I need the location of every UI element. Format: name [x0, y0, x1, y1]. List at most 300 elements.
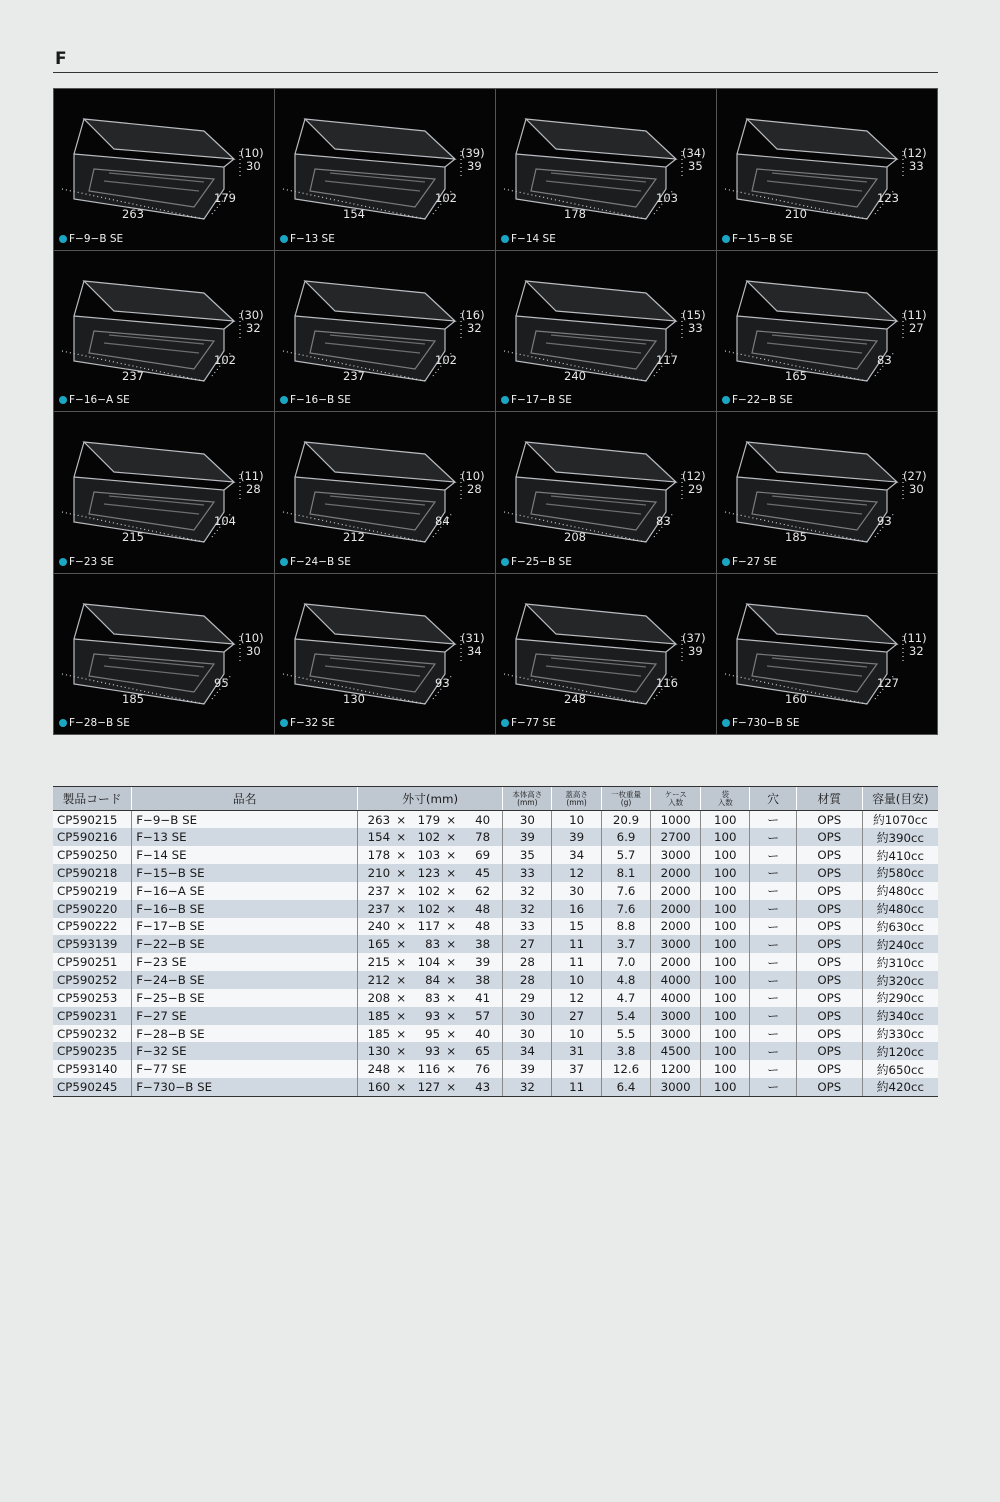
cell-hole: ー — [750, 811, 796, 829]
tray-photo — [54, 89, 274, 250]
product-label-text: F−13 SE — [290, 232, 335, 245]
dimension-lid-height: (11) — [240, 469, 264, 483]
cell-dims: 212 × 84 × 38 — [358, 971, 503, 989]
product-label-text: F−17−B SE — [511, 394, 572, 406]
dimension-width: 179 — [214, 191, 236, 205]
product-label — [59, 717, 130, 729]
bullet-dot-icon — [722, 558, 730, 566]
cell-dims: 263 × 179 × 40 — [358, 811, 503, 829]
header-weight: 一枚重量 (g) — [601, 787, 651, 811]
cell-bag-qty: 100 — [700, 828, 749, 846]
cell-name: F−24−B SE — [132, 971, 358, 989]
dimension-length: 178 — [564, 207, 586, 221]
cell-code: CP590250 — [53, 846, 132, 864]
cell-capacity: 約1070cc — [862, 811, 938, 829]
cell-case-qty: 1200 — [651, 1060, 701, 1078]
cell-case-qty: 3000 — [651, 1078, 701, 1096]
dimension-height: 27 — [909, 320, 924, 335]
cell-capacity: 約410cc — [862, 846, 938, 864]
cell-body-height: 30 — [503, 811, 552, 829]
product-label-text: F−730−B SE — [732, 717, 800, 729]
dimension-length: 237 — [343, 368, 365, 383]
cell-weight: 6.4 — [601, 1078, 651, 1096]
product-photo-cell — [717, 412, 937, 573]
cell-bag-qty: 100 — [700, 918, 749, 936]
cell-material: OPS — [796, 846, 862, 864]
product-label-text: F−32 SE — [290, 717, 335, 729]
cell-code: CP590222 — [53, 918, 132, 936]
product-photo-cell — [54, 89, 274, 250]
tray-photo — [717, 574, 937, 735]
section-letter: F — [55, 49, 67, 69]
dimension-lid-height: (11) — [903, 307, 927, 322]
cell-code: CP590252 — [53, 971, 132, 989]
dimension-height: 28 — [246, 482, 261, 496]
table-row — [53, 1078, 938, 1096]
product-label-text: F−14 SE — [511, 232, 556, 245]
cell-weight: 4.7 — [601, 989, 651, 1007]
cell-code: CP590245 — [53, 1078, 132, 1096]
cell-bag-qty: 100 — [700, 900, 749, 918]
cell-capacity: 約480cc — [862, 882, 938, 900]
cell-body-height: 35 — [503, 846, 552, 864]
cell-hole: ー — [750, 1042, 796, 1060]
cell-capacity: 約330cc — [862, 1025, 938, 1043]
tray-photo — [496, 251, 716, 412]
cell-capacity: 約120cc — [862, 1042, 938, 1060]
section-header — [53, 48, 938, 73]
bullet-dot-icon — [280, 235, 288, 243]
cell-material: OPS — [796, 1060, 862, 1078]
product-label — [59, 556, 114, 568]
dimension-length: 240 — [564, 368, 586, 383]
product-label-text: F−77 SE — [511, 717, 556, 729]
dimension-length: 210 — [785, 207, 807, 221]
cell-bag-qty: 100 — [700, 1060, 749, 1078]
dimension-lid-height: (12) — [682, 469, 706, 483]
dimension-length: 263 — [122, 207, 144, 221]
cell-dims: 178 × 103 × 69 — [358, 846, 503, 864]
product-label-text: F−25−B SE — [511, 555, 572, 568]
cell-body-height: 34 — [503, 1042, 552, 1060]
dimension-length: 237 — [122, 368, 144, 383]
bullet-dot-icon — [722, 235, 730, 243]
bullet-dot-icon — [722, 719, 730, 727]
cell-weight: 5.4 — [601, 1007, 651, 1025]
dimension-width: 123 — [877, 191, 899, 205]
cell-case-qty: 3000 — [651, 1025, 701, 1043]
cell-weight: 8.8 — [601, 918, 651, 936]
dimension-lid-height: (10) — [240, 630, 264, 645]
cell-material: OPS — [796, 1025, 862, 1043]
bullet-dot-icon — [59, 235, 67, 243]
table-row — [53, 1060, 938, 1078]
product-photo-cell — [275, 89, 495, 250]
cell-bag-qty: 100 — [700, 989, 749, 1007]
cell-dims: 130 × 93 × 65 — [358, 1042, 503, 1060]
cell-weight: 7.6 — [601, 900, 651, 918]
cell-body-height: 33 — [503, 918, 552, 936]
cell-weight: 5.5 — [601, 1025, 651, 1043]
dimension-height: 30 — [246, 159, 261, 173]
dimension-height: 32 — [246, 320, 261, 335]
cell-dims: 215 × 104 × 39 — [358, 953, 503, 971]
dimension-lid-height: (37) — [682, 630, 706, 645]
cell-code: CP590232 — [53, 1025, 132, 1043]
dimension-length: 154 — [343, 207, 365, 221]
cell-material: OPS — [796, 882, 862, 900]
cell-name: F−16−B SE — [132, 900, 358, 918]
dimension-length: 208 — [564, 530, 586, 544]
dimension-lid-height: (31) — [461, 630, 485, 645]
cell-name: F−16−A SE — [132, 882, 358, 900]
cell-material: OPS — [796, 1042, 862, 1060]
cell-hole: ー — [750, 1025, 796, 1043]
cell-hole: ー — [750, 971, 796, 989]
dimension-length: 160 — [785, 691, 807, 706]
cell-dims: 154 × 102 × 78 — [358, 828, 503, 846]
cell-code: CP590216 — [53, 828, 132, 846]
cell-lid-height: 34 — [552, 846, 601, 864]
cell-case-qty: 3000 — [651, 1007, 701, 1025]
dimension-lid-height: (10) — [240, 146, 264, 160]
cell-dims: 185 × 95 × 40 — [358, 1025, 503, 1043]
product-label — [280, 556, 351, 568]
tray-photo — [275, 89, 495, 250]
tray-photo — [54, 251, 274, 412]
product-label — [59, 394, 130, 406]
product-photo-cell — [717, 574, 937, 735]
cell-weight: 7.0 — [601, 953, 651, 971]
table-row — [53, 846, 938, 864]
header-code: 製品コード — [53, 787, 132, 811]
cell-bag-qty: 100 — [700, 864, 749, 882]
cell-bag-qty: 100 — [700, 811, 749, 829]
header-bag-qty: 袋 入数 — [700, 787, 749, 811]
table-row — [53, 864, 938, 882]
cell-hole: ー — [750, 1060, 796, 1078]
cell-name: F−13 SE — [132, 828, 358, 846]
cell-bag-qty: 100 — [700, 1042, 749, 1060]
cell-case-qty: 2000 — [651, 882, 701, 900]
cell-body-height: 28 — [503, 971, 552, 989]
dimension-lid-height: (11) — [903, 630, 927, 645]
product-label-text: F−16−B SE — [290, 394, 351, 406]
cell-weight: 12.6 — [601, 1060, 651, 1078]
cell-lid-height: 10 — [552, 971, 601, 989]
cell-body-height: 32 — [503, 1078, 552, 1096]
cell-bag-qty: 100 — [700, 1025, 749, 1043]
cell-capacity: 約390cc — [862, 828, 938, 846]
cell-material: OPS — [796, 811, 862, 829]
dimension-length: 185 — [122, 691, 144, 706]
cell-name: F−77 SE — [132, 1060, 358, 1078]
dimension-lid-height: (39) — [461, 146, 485, 160]
product-photo-cell — [496, 412, 716, 573]
cell-body-height: 33 — [503, 864, 552, 882]
cell-code: CP590231 — [53, 1007, 132, 1025]
cell-case-qty: 1000 — [651, 811, 701, 829]
bullet-dot-icon — [59, 396, 67, 404]
tray-photo — [717, 412, 937, 573]
bullet-dot-icon — [280, 558, 288, 566]
cell-hole: ー — [750, 846, 796, 864]
bullet-dot-icon — [501, 396, 509, 404]
cell-hole: ー — [750, 989, 796, 1007]
cell-name: F−32 SE — [132, 1042, 358, 1060]
cell-name: F−28−B SE — [132, 1025, 358, 1043]
header-case-qty: ケース 入数 — [651, 787, 701, 811]
cell-hole: ー — [750, 1078, 796, 1096]
dimension-height: 29 — [688, 482, 703, 496]
product-label — [501, 233, 556, 245]
dimension-height: 39 — [688, 643, 703, 658]
tray-photo — [54, 412, 274, 573]
header-lid-height: 蓋高さ (mm) — [552, 787, 601, 811]
cell-body-height: 28 — [503, 953, 552, 971]
dimension-height: 39 — [467, 159, 482, 173]
cell-material: OPS — [796, 1007, 862, 1025]
tray-photo — [54, 574, 274, 735]
product-label-text: F−24−B SE — [290, 555, 351, 568]
table-row — [53, 1042, 938, 1060]
header-body-height: 本体高さ (mm) — [503, 787, 552, 811]
cell-case-qty: 2000 — [651, 900, 701, 918]
cell-material: OPS — [796, 828, 862, 846]
cell-name: F−27 SE — [132, 1007, 358, 1025]
cell-body-height: 30 — [503, 1025, 552, 1043]
table-row — [53, 971, 938, 989]
bullet-dot-icon — [501, 558, 509, 566]
cell-weight: 20.9 — [601, 811, 651, 829]
cell-name: F−9−B SE — [132, 811, 358, 829]
dimension-height: 35 — [688, 159, 703, 173]
header-hole: 穴 — [750, 787, 796, 811]
product-label — [501, 556, 572, 568]
dimension-height: 28 — [467, 482, 482, 496]
cell-capacity: 約420cc — [862, 1078, 938, 1096]
tray-photo — [275, 574, 495, 735]
cell-hole: ー — [750, 864, 796, 882]
cell-name: F−14 SE — [132, 846, 358, 864]
product-label-text: F−23 SE — [69, 555, 114, 568]
cell-dims: 185 × 93 × 57 — [358, 1007, 503, 1025]
cell-case-qty: 4500 — [651, 1042, 701, 1060]
table-row — [53, 811, 938, 829]
product-photo-cell — [275, 574, 495, 735]
table-row — [53, 828, 938, 846]
tray-photo — [496, 412, 716, 573]
cell-body-height: 39 — [503, 1060, 552, 1078]
table-row — [53, 989, 938, 1007]
cell-dims: 248 × 116 × 76 — [358, 1060, 503, 1078]
cell-dims: 165 × 83 × 38 — [358, 935, 503, 953]
cell-case-qty: 3000 — [651, 846, 701, 864]
cell-weight: 6.9 — [601, 828, 651, 846]
cell-hole: ー — [750, 918, 796, 936]
cell-capacity: 約240cc — [862, 935, 938, 953]
dimension-width: 102 — [214, 352, 236, 367]
cell-dims: 160 × 127 × 43 — [358, 1078, 503, 1096]
bullet-dot-icon — [59, 719, 67, 727]
dimension-height: 34 — [467, 643, 482, 658]
cell-lid-height: 16 — [552, 900, 601, 918]
table-row — [53, 882, 938, 900]
cell-weight: 7.6 — [601, 882, 651, 900]
dimension-length: 215 — [122, 530, 144, 544]
cell-lid-height: 12 — [552, 864, 601, 882]
cell-case-qty: 2000 — [651, 864, 701, 882]
dimension-height: 30 — [909, 482, 924, 496]
cell-lid-height: 10 — [552, 811, 601, 829]
dimension-height: 33 — [688, 320, 703, 335]
cell-body-height: 27 — [503, 935, 552, 953]
product-label — [59, 233, 123, 245]
header-capacity: 容量(目安) — [862, 787, 938, 811]
cell-lid-height: 11 — [552, 953, 601, 971]
bullet-dot-icon — [280, 396, 288, 404]
cell-material: OPS — [796, 918, 862, 936]
cell-code: CP590235 — [53, 1042, 132, 1060]
cell-weight: 8.1 — [601, 864, 651, 882]
cell-weight: 3.7 — [601, 935, 651, 953]
cell-bag-qty: 100 — [700, 882, 749, 900]
cell-capacity: 約580cc — [862, 864, 938, 882]
dimension-width: 117 — [656, 352, 678, 367]
cell-case-qty: 2000 — [651, 918, 701, 936]
cell-name: F−730−B SE — [132, 1078, 358, 1096]
bullet-dot-icon — [501, 719, 509, 727]
cell-code: CP593139 — [53, 935, 132, 953]
product-photo-cell — [54, 574, 274, 735]
product-photo-cell — [717, 251, 937, 412]
product-photo-grid — [53, 88, 938, 735]
bullet-dot-icon — [280, 719, 288, 727]
cell-name: F−17−B SE — [132, 918, 358, 936]
dimension-width: 127 — [877, 675, 899, 690]
table-row — [53, 1025, 938, 1043]
dimension-width: 102 — [435, 352, 457, 367]
product-label — [722, 717, 800, 729]
cell-capacity: 約320cc — [862, 971, 938, 989]
dimension-height: 30 — [246, 643, 261, 658]
cell-code: CP590251 — [53, 953, 132, 971]
cell-lid-height: 31 — [552, 1042, 601, 1060]
product-label — [722, 233, 793, 245]
cell-material: OPS — [796, 971, 862, 989]
cell-case-qty: 2700 — [651, 828, 701, 846]
bullet-dot-icon — [722, 396, 730, 404]
spec-table — [53, 786, 938, 1097]
cell-bag-qty: 100 — [700, 935, 749, 953]
cell-material: OPS — [796, 989, 862, 1007]
cell-code: CP590253 — [53, 989, 132, 1007]
cell-capacity: 約340cc — [862, 1007, 938, 1025]
cell-case-qty: 2000 — [651, 953, 701, 971]
cell-code: CP590219 — [53, 882, 132, 900]
dimension-length: 165 — [785, 368, 807, 383]
cell-weight: 3.8 — [601, 1042, 651, 1060]
cell-material: OPS — [796, 864, 862, 882]
dimension-width: 103 — [656, 191, 678, 205]
cell-body-height: 32 — [503, 882, 552, 900]
cell-lid-height: 12 — [552, 989, 601, 1007]
cell-case-qty: 4000 — [651, 971, 701, 989]
product-label — [501, 717, 556, 729]
cell-hole: ー — [750, 900, 796, 918]
cell-name: F−25−B SE — [132, 989, 358, 1007]
dimension-lid-height: (34) — [682, 146, 706, 160]
bullet-dot-icon — [501, 235, 509, 243]
spec-table-header — [53, 787, 938, 811]
tray-photo — [717, 89, 937, 250]
cell-capacity: 約290cc — [862, 989, 938, 1007]
tray-photo — [275, 412, 495, 573]
cell-hole: ー — [750, 882, 796, 900]
dimension-height: 32 — [467, 320, 482, 335]
cell-material: OPS — [796, 953, 862, 971]
product-label-text: F−22−B SE — [732, 394, 793, 406]
cell-hole: ー — [750, 1007, 796, 1025]
cell-hole: ー — [750, 828, 796, 846]
table-row — [53, 1007, 938, 1025]
dimension-width: 93 — [435, 675, 450, 690]
tray-photo — [496, 89, 716, 250]
product-photo-cell — [275, 412, 495, 573]
dimension-lid-height: (27) — [903, 469, 927, 483]
cell-material: OPS — [796, 900, 862, 918]
dimension-width: 83 — [877, 352, 892, 367]
dimension-lid-height: (12) — [903, 146, 927, 160]
dimension-width: 93 — [877, 514, 892, 528]
product-photo-cell — [54, 251, 274, 412]
cell-lid-height: 11 — [552, 1078, 601, 1096]
cell-body-height: 29 — [503, 989, 552, 1007]
cell-name: F−15−B SE — [132, 864, 358, 882]
product-label-text: F−27 SE — [732, 555, 777, 568]
cell-bag-qty: 100 — [700, 1078, 749, 1096]
bullet-dot-icon — [59, 558, 67, 566]
cell-lid-height: 37 — [552, 1060, 601, 1078]
cell-case-qty: 3000 — [651, 935, 701, 953]
dimension-length: 130 — [343, 691, 365, 706]
cell-bag-qty: 100 — [700, 1007, 749, 1025]
table-row — [53, 935, 938, 953]
cell-dims: 208 × 83 × 41 — [358, 989, 503, 1007]
dimension-lid-height: (10) — [461, 469, 485, 483]
cell-capacity: 約650cc — [862, 1060, 938, 1078]
cell-code: CP590215 — [53, 811, 132, 829]
cell-bag-qty: 100 — [700, 953, 749, 971]
cell-weight: 5.7 — [601, 846, 651, 864]
dimension-width: 95 — [214, 675, 229, 690]
header-dims: 外寸(mm) — [358, 787, 503, 811]
cell-code: CP593140 — [53, 1060, 132, 1078]
dimension-lid-height: (15) — [682, 307, 706, 322]
cell-hole: ー — [750, 953, 796, 971]
dimension-lid-height: (16) — [461, 307, 485, 322]
cell-body-height: 32 — [503, 900, 552, 918]
tray-photo — [275, 251, 495, 412]
product-photo-cell — [717, 89, 937, 250]
cell-name: F−23 SE — [132, 953, 358, 971]
product-photo-cell — [54, 412, 274, 573]
cell-dims: 240 × 117 × 48 — [358, 918, 503, 936]
table-row — [53, 918, 938, 936]
dimension-width: 83 — [656, 514, 671, 528]
product-label-text: F−15−B SE — [732, 232, 793, 245]
product-label — [280, 394, 351, 406]
